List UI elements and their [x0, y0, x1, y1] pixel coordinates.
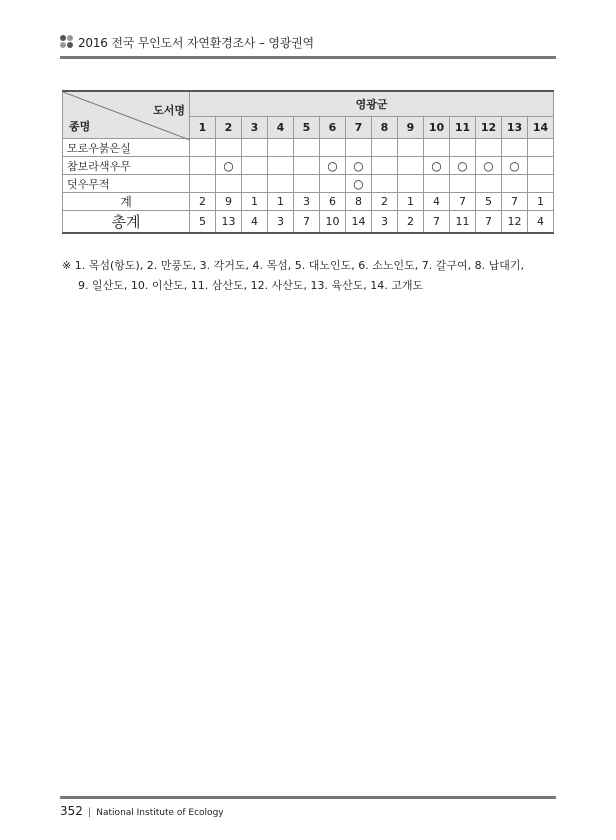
occurrence-cell [528, 175, 554, 193]
sum-row [63, 193, 554, 211]
region-header: 영광군 [190, 91, 554, 117]
sum-value-cell: 3 [294, 193, 320, 211]
sum-value-cell: 1 [242, 193, 268, 211]
occurrence-cell [476, 175, 502, 193]
occurrence-cell [398, 139, 424, 157]
island-number-header: 2 [216, 117, 242, 139]
island-number-header: 8 [372, 117, 398, 139]
occurrence-cell [502, 139, 528, 157]
occurrence-cell [268, 175, 294, 193]
island-number-header: 1 [190, 117, 216, 139]
occurrence-cell: ○ [424, 157, 450, 175]
sum-value-cell: 4 [424, 193, 450, 211]
occurrence-cell [294, 175, 320, 193]
occurrence-cell [372, 157, 398, 175]
occurrence-cell [450, 175, 476, 193]
occurrence-cell [450, 139, 476, 157]
header-title: 2016 전국 무인도서 자연환경조사 – 영광권역 [78, 36, 314, 50]
occurrence-cell: ○ [476, 157, 502, 175]
footer-rule [60, 796, 556, 799]
occurrence-cell [294, 139, 320, 157]
occurrence-cell [216, 175, 242, 193]
sum-value-cell: 1 [528, 193, 554, 211]
occurrence-cell [216, 139, 242, 157]
occurrence-cell [190, 139, 216, 157]
sum-value-cell: 7 [502, 193, 528, 211]
bullet-dots-icon [60, 35, 76, 49]
sum-value-cell: 8 [346, 193, 372, 211]
total-row [63, 211, 554, 234]
total-value-cell: 14 [346, 211, 372, 234]
occurrence-cell [528, 139, 554, 157]
occurrence-cell [190, 157, 216, 175]
occurrence-cell [190, 175, 216, 193]
island-number-header: 13 [502, 117, 528, 139]
occurrence-cell [398, 157, 424, 175]
total-value-cell: 3 [372, 211, 398, 234]
species-name-cell: 모로우붉은실 [63, 139, 190, 157]
total-value-cell: 11 [450, 211, 476, 234]
total-value-cell: 12 [502, 211, 528, 234]
island-number-header: 12 [476, 117, 502, 139]
occurrence-cell [346, 139, 372, 157]
occurrence-cell [268, 139, 294, 157]
table-corner-header [63, 91, 190, 139]
sum-value-cell: 7 [450, 193, 476, 211]
species-name-cell: 참보라색우무 [63, 157, 190, 175]
species-name-cell: 덧우무적 [63, 175, 190, 193]
header-rule [60, 56, 556, 59]
island-number-header: 7 [346, 117, 372, 139]
sum-value-cell: 5 [476, 193, 502, 211]
table-row [63, 157, 554, 175]
occurrence-cell [398, 175, 424, 193]
total-value-cell: 7 [476, 211, 502, 234]
sum-value-cell: 2 [190, 193, 216, 211]
note-line-1: ※ 1. 목섬(항도), 2. 만풍도, 3. 각거도, 4. 목섬, 5. 대노인도, 6. 소노인도, 7. 갈구여, 8. 납대기, [62, 259, 524, 272]
table-row [63, 175, 554, 193]
total-value-cell: 10 [320, 211, 346, 234]
footer-separator: | [87, 807, 92, 818]
page-footer [60, 804, 224, 818]
species-name-label: 종명 [69, 120, 91, 133]
sum-label: 계 [63, 193, 190, 211]
occurrence-cell [268, 157, 294, 175]
species-survey-table [62, 90, 554, 234]
occurrence-cell [424, 175, 450, 193]
total-value-cell: 4 [242, 211, 268, 234]
total-value-cell: 7 [424, 211, 450, 234]
occurrence-cell [242, 157, 268, 175]
occurrence-cell: ○ [450, 157, 476, 175]
island-number-header: 3 [242, 117, 268, 139]
occurrence-cell: ○ [502, 157, 528, 175]
island-legend-note [62, 256, 554, 296]
sum-value-cell: 9 [216, 193, 242, 211]
occurrence-cell [528, 157, 554, 175]
occurrence-cell [372, 175, 398, 193]
island-number-header: 14 [528, 117, 554, 139]
sum-value-cell: 1 [268, 193, 294, 211]
occurrence-cell [424, 139, 450, 157]
total-label: 총계 [63, 211, 190, 234]
occurrence-cell [320, 139, 346, 157]
occurrence-cell [320, 175, 346, 193]
total-value-cell: 5 [190, 211, 216, 234]
occurrence-cell: ○ [216, 157, 242, 175]
occurrence-cell: ○ [346, 157, 372, 175]
total-value-cell: 4 [528, 211, 554, 234]
island-name-label: 도서명 [153, 104, 185, 117]
island-number-header: 5 [294, 117, 320, 139]
occurrence-cell [242, 175, 268, 193]
total-value-cell: 13 [216, 211, 242, 234]
total-value-cell: 2 [398, 211, 424, 234]
running-header [60, 32, 556, 54]
total-value-cell: 7 [294, 211, 320, 234]
sum-value-cell: 1 [398, 193, 424, 211]
sum-value-cell: 2 [372, 193, 398, 211]
occurrence-cell [476, 139, 502, 157]
occurrence-cell: ○ [320, 157, 346, 175]
occurrence-cell: ○ [346, 175, 372, 193]
occurrence-cell [294, 157, 320, 175]
sum-value-cell: 6 [320, 193, 346, 211]
table-row [63, 139, 554, 157]
occurrence-cell [502, 175, 528, 193]
occurrence-cell [242, 139, 268, 157]
island-number-header: 11 [450, 117, 476, 139]
total-value-cell: 3 [268, 211, 294, 234]
island-number-header: 10 [424, 117, 450, 139]
page-number: 352 [60, 804, 83, 818]
island-number-header: 6 [320, 117, 346, 139]
island-number-header: 4 [268, 117, 294, 139]
island-number-header: 9 [398, 117, 424, 139]
occurrence-cell [372, 139, 398, 157]
note-line-2: 9. 일산도, 10. 이산도, 11. 삼산도, 12. 사산도, 13. 육산도, 14. 고개도 [78, 279, 424, 292]
institute-name: National Institute of Ecology [96, 808, 224, 818]
